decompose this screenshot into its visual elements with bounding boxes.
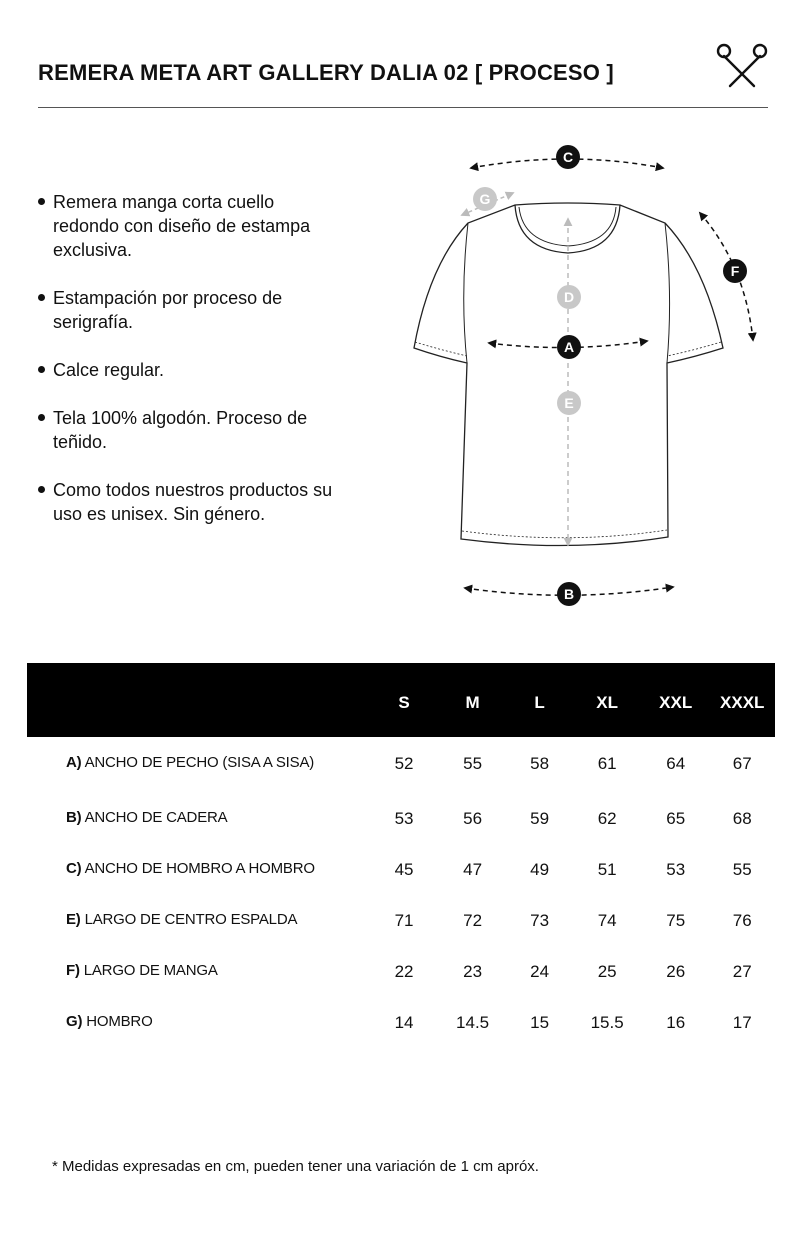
feature-item: Calce regular.: [36, 358, 336, 382]
table-row: [27, 809, 775, 860]
size-chart: [27, 663, 775, 1064]
size-table: [27, 663, 775, 1064]
table-cell: 56: [463, 809, 483, 828]
size-header: M: [465, 693, 480, 712]
table-cell: 14.5: [456, 1013, 490, 1032]
table-cell: 75: [666, 911, 686, 930]
marker-c: [556, 145, 580, 169]
table-cell: 72: [463, 911, 483, 930]
table-cell: 49: [530, 860, 550, 879]
row-label: F) LARGO DE MANGA: [66, 962, 218, 979]
header-divider: [38, 107, 768, 108]
size-header-row: [27, 663, 775, 737]
table-cell: 14: [394, 1013, 414, 1032]
row-label: E) LARGO DE CENTRO ESPALDA: [66, 911, 298, 928]
marker-g: [473, 187, 497, 211]
feature-item: Remera manga corta cuello redondo con diseño de estampa exclusiva.: [36, 190, 336, 262]
table-cell: 16: [666, 1013, 686, 1032]
table-cell: 76: [732, 911, 752, 930]
table-cell: 24: [530, 962, 550, 981]
row-label: C) ANCHO DE HOMBRO A HOMBRO: [66, 860, 315, 877]
table-cell: 58: [530, 754, 550, 773]
footnote: * Medidas expresadas en cm, pueden tener una variación de 1 cm apróx.: [52, 1158, 539, 1175]
table-cell: 71: [394, 911, 414, 930]
size-header: XXL: [659, 693, 693, 712]
marker-a: [557, 335, 581, 359]
row-label: B) ANCHO DE CADERA: [66, 809, 228, 826]
page-title: REMERA META ART GALLERY DALIA 02 [ PROCESO ]: [38, 60, 614, 85]
table-row: [27, 860, 775, 911]
size-header: XL: [596, 693, 619, 712]
header-empty: [27, 663, 370, 737]
table-cell: 17: [732, 1013, 752, 1032]
table-cell: 64: [666, 754, 686, 773]
feature-item: Tela 100% algodón. Proceso de teñido.: [36, 406, 336, 454]
table-cell: 53: [666, 860, 686, 879]
table-cell: 53: [394, 809, 414, 828]
table-cell: 55: [732, 860, 752, 879]
table-cell: 22: [394, 962, 414, 981]
table-cell: 73: [530, 911, 550, 930]
table-row: [27, 737, 775, 809]
size-header: L: [534, 693, 545, 712]
table-cell: 59: [530, 809, 550, 828]
row-label: A) ANCHO DE PECHO (SISA A SISA): [66, 754, 315, 771]
table-cell: 68: [732, 809, 752, 828]
table-cell: 15: [530, 1013, 550, 1032]
table-cell: 25: [597, 962, 617, 981]
table-row: [27, 962, 775, 1013]
table-cell: 26: [666, 962, 686, 981]
table-cell: 47: [463, 860, 483, 879]
table-cell: 62: [597, 809, 617, 828]
size-header: S: [398, 693, 410, 712]
table-cell: 51: [597, 860, 617, 879]
table-cell: 15.5: [590, 1013, 624, 1032]
table-cell: 74: [597, 911, 617, 930]
feature-item: Estampación por proceso de serigrafía.: [36, 286, 336, 334]
marker-f: [723, 259, 747, 283]
table-cell: 23: [463, 962, 483, 981]
row-label: G) HOMBRO: [66, 1013, 153, 1030]
table-cell: 27: [732, 962, 752, 981]
table-cell: 65: [666, 809, 686, 828]
scissors-icon: [716, 42, 768, 90]
table-cell: 61: [597, 754, 617, 773]
size-header: XXXL: [720, 693, 765, 712]
table-cell: 67: [732, 754, 752, 773]
table-cell: 55: [463, 754, 483, 773]
tshirt-measurement-diagram: [405, 135, 780, 615]
marker-d: [557, 285, 581, 309]
svg-text:G: G: [479, 191, 491, 207]
svg-text:D: D: [563, 289, 575, 305]
feature-list: [36, 190, 336, 550]
svg-text:C: C: [562, 149, 574, 165]
marker-b: [557, 582, 581, 606]
table-cell: 45: [394, 860, 414, 879]
svg-text:B: B: [563, 586, 575, 602]
svg-text:F: F: [730, 263, 740, 279]
table-row: [27, 911, 775, 962]
table-row: [27, 1013, 775, 1064]
table-cell: 52: [394, 754, 414, 773]
marker-e: [557, 391, 581, 415]
svg-text:E: E: [564, 395, 574, 411]
feature-item: Como todos nuestros productos su uso es unisex. Sin género.: [36, 478, 336, 526]
svg-text:A: A: [563, 339, 575, 355]
